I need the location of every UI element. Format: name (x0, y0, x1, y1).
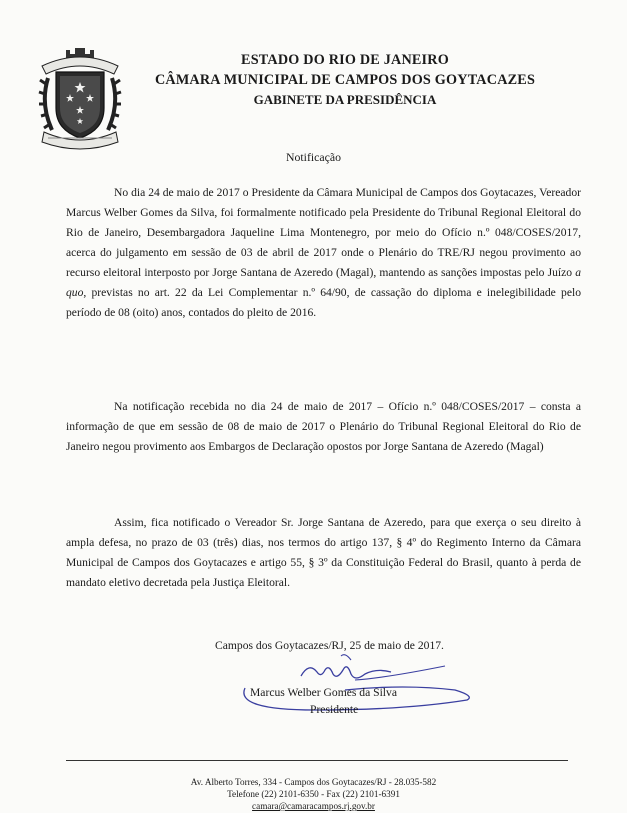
paragraph-1-end: , previstas no art. 22 da Lei Complementar n.º 64/90, de cassação do diploma e inelegibilidade pelo período de 08 (oito) anos, contados do pleito de 2016. (66, 286, 581, 319)
coat-of-arms (38, 44, 122, 152)
document-title: Notificação (285, 150, 342, 164)
header-office: GABINETE DA PRESIDÊNCIA (253, 92, 437, 107)
coat-of-arms-icon (38, 44, 122, 152)
footer-divider (66, 760, 568, 761)
footer-email[interactable]: camara@camaracampos.rj.gov.br (252, 801, 375, 811)
signatory-title: Presidente (310, 703, 359, 716)
signatory-name: Marcus Welber Gomes da Silva (250, 686, 397, 699)
paragraph-3: Assim, fica notificado o Vereador Sr. Jorge Santana de Azeredo, para que exerça o seu direito à ampla defesa, no prazo de 03 (três) dias, nos termos do artigo 137, § 4º do Regimento Interno da Câmara Municipal de Campos dos Goytacazes e artigo 55, § 3º da Constituição Federal do Brasil, quanto à perda de mandato eletivo decretada pela Justiça Eleitoral. (66, 516, 581, 589)
header-chamber: CÂMARA MUNICIPAL DE CAMPOS DOS GOYTACAZES (154, 72, 536, 88)
paragraph-1 (66, 183, 581, 323)
header-state: ESTADO DO RIO DE JANEIRO (241, 52, 449, 68)
paragraph-1-italic: a quo (66, 266, 581, 299)
paragraph-1-text: No dia 24 de maio de 2017 o Presidente da Câmara Municipal de Campos dos Goytacazes, Vereador Marcus Welber Gomes da Silva, foi formalmente notificado pela Presidente do Tribunal Regional Eleitoral do Rio de Janeiro, Desembargadora Jaqueline Lima Montenegro, por meio do Ofício n.º 048/COSES/2017, acerca do julgamento em sessão de 03 de abril de 2017 onde o Plenário do TRE/RJ negou provimento ao recurso eleitoral interposto por Jorge Santana de Azeredo (Magal), mantendo as sanções impostas pelo Juízo (66, 186, 581, 279)
place-date: Campos dos Goytacazes/RJ, 25 de maio de 2017. (215, 639, 444, 652)
paragraph-2: Na notificação recebida no dia 24 de maio de 2017 – Ofício n.º 048/COSES/2017 – consta a informação de que em sessão de 08 de maio de 2017 o Plenário do Tribunal Regional Eleitoral do Rio de Janeiro negou provimento aos Embargos de Declaração opostos por Jorge Santana de Azeredo (Magal) (66, 400, 581, 453)
footer-address: Av. Alberto Torres, 334 - Campos dos Goytacazes/RJ - 28.035-582 (190, 777, 437, 787)
footer-phone: Telefone (22) 2101-6350 - Fax (22) 2101-6391 (227, 789, 400, 799)
